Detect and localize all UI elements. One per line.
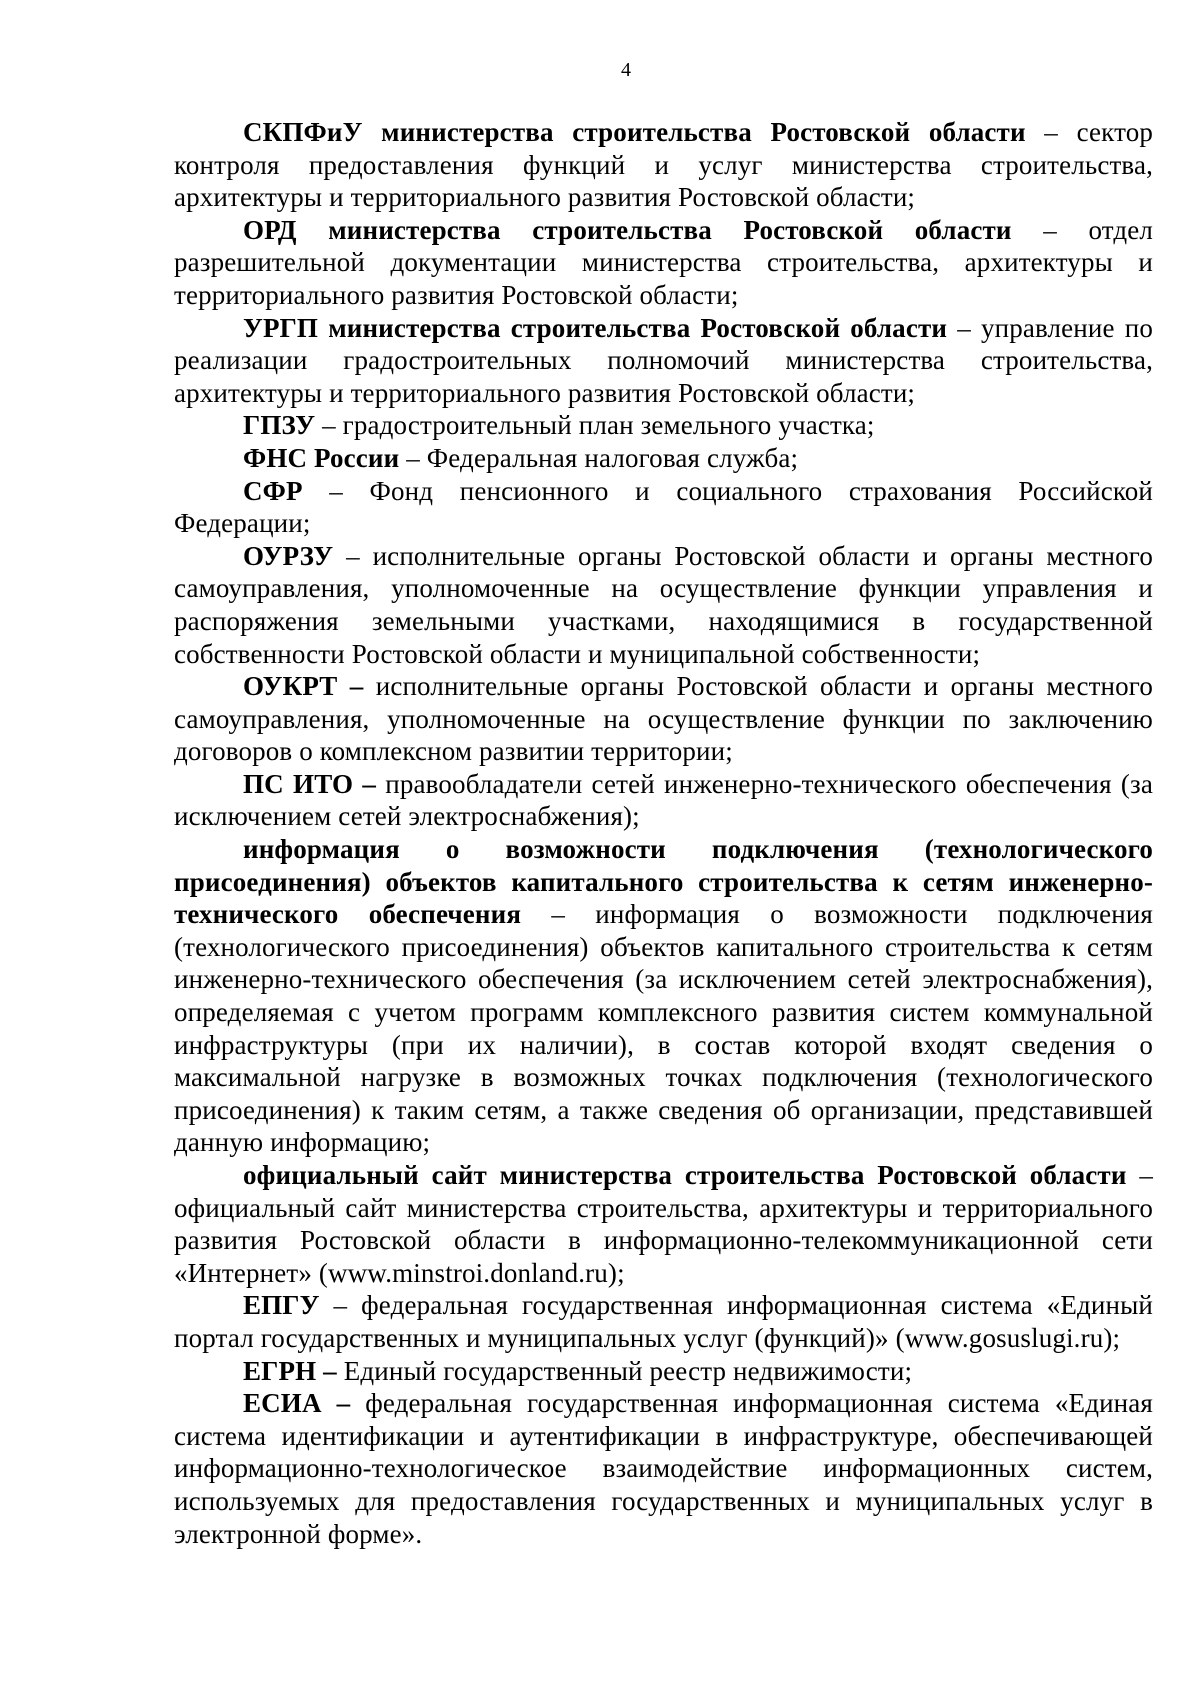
definition-term: официальный сайт министерства строительства Ростовской области xyxy=(243,1160,1127,1190)
definition-term: ЕГРН – xyxy=(243,1355,337,1386)
definition-entry-oukrt xyxy=(174,670,1153,768)
definition-term: ГПЗУ xyxy=(243,410,316,441)
definition-entry-skpfiu xyxy=(174,116,1153,214)
definition-entry-epgu xyxy=(174,1289,1153,1354)
definitions-list xyxy=(174,116,1153,1550)
definition-entry-connection-info xyxy=(174,833,1153,1159)
definition-text: федеральная государственная информационная система «Единая система идентификации и аутентификации в инфраструктуре, обеспечивающей информационно-технологическое взаимодействие информационных систем, используемых для предоставления государственных и муниципальных услуг в электронной форме». xyxy=(174,1388,1153,1549)
definition-text: – Фонд пенсионного и социального страхования Российской Федерации; xyxy=(174,475,1153,539)
definition-text: исполнительные органы Ростовской области и органы местного самоуправления, уполномоченные на осуществление функции по заключению договоров о комплексном развитии территории; xyxy=(174,671,1153,767)
definition-entry-urgp xyxy=(174,312,1153,410)
definition-entry-ps-ito xyxy=(174,768,1153,833)
definition-text: Единый государственный реестр недвижимости; xyxy=(336,1355,913,1386)
definition-text: – управление по реализации градостроительных полномочий министерства строительства, архитектуры и территориального развития Ростовской области; xyxy=(174,312,1153,408)
definition-text: – исполнительные органы Ростовской области и органы местного самоуправления, уполномоченные на осуществление функции управления и распоряжения земельными участками, находящимися в государственной собственности Ростовской области и муниципальной собственности; xyxy=(174,540,1153,669)
definition-term: ПС ИТО – xyxy=(243,768,377,799)
definition-text: – федеральная государственная информационная система «Единый портал государственных и муниципальных услуг (функций)» (www.gosuslugi.ru); xyxy=(174,1290,1153,1353)
definition-text: правообладатели сетей инженерно-технического обеспечения (за исключением сетей электроснабжения); xyxy=(174,768,1153,832)
definition-entry-official-site xyxy=(174,1159,1153,1289)
definition-entry-sfr xyxy=(174,475,1153,540)
definition-entry-ord xyxy=(174,214,1153,312)
definition-text: – официальный сайт министерства строительства, архитектуры и территориального развития Ростовской области в информационно-телекоммуникационной сети «Интернет» (www.minstroi.donland.ru); xyxy=(174,1160,1153,1288)
definition-text: – отдел разрешительной документации министерства строительства, архитектуры и территориального развития Ростовской области; xyxy=(174,214,1153,310)
definition-text: – Федеральная налоговая служба; xyxy=(399,442,799,473)
definition-text: – сектор контроля предоставления функций и услуг министерства строительства, архитектуры и территориального развития Ростовской области; xyxy=(174,117,1153,213)
definition-term: ЕСИА – xyxy=(243,1388,351,1419)
definition-term: информация о возможности подключения (технологического присоединения) объектов капитального строительства к сетям инженерно-технического обеспечения xyxy=(174,834,1153,930)
definition-term: ОРД министерства строительства Ростовской области xyxy=(243,214,1012,245)
page-number: 4 xyxy=(621,59,631,81)
definition-term: ОУРЗУ xyxy=(243,540,334,571)
definition-text: – информация о возможности подключения (технологического присоединения) объектов капитального строительства к сетям инженерно-технического обеспечения (за исключением сетей электроснабжения), определяемая с учетом программ комплексного развития систем коммунальной инфраструктуры (при их наличии), в состав которой входят сведения о максимальной нагрузке в возможных точках подключения (технологического присоединения) к таким сетям, а также сведения об организации, представившей данную информацию; xyxy=(174,899,1153,1158)
definition-entry-ourzu xyxy=(174,540,1153,670)
definition-term: СКПФиУ министерства строительства Ростовской области xyxy=(243,117,1026,147)
definition-term: УРГП министерства строительства Ростовской области xyxy=(243,312,948,343)
definition-text: – градостроительный план земельного участка; xyxy=(315,410,875,441)
definition-entry-gpzu xyxy=(174,409,1153,442)
definition-entry-fns xyxy=(174,442,1153,475)
definition-term: ЕПГУ xyxy=(243,1290,320,1321)
definition-entry-esia xyxy=(174,1387,1153,1550)
definition-entry-egrn xyxy=(174,1355,1153,1388)
definition-term: ОУКРТ – xyxy=(243,671,364,702)
definition-term: ФНС России xyxy=(243,442,400,473)
definition-term: СФР xyxy=(243,475,303,506)
